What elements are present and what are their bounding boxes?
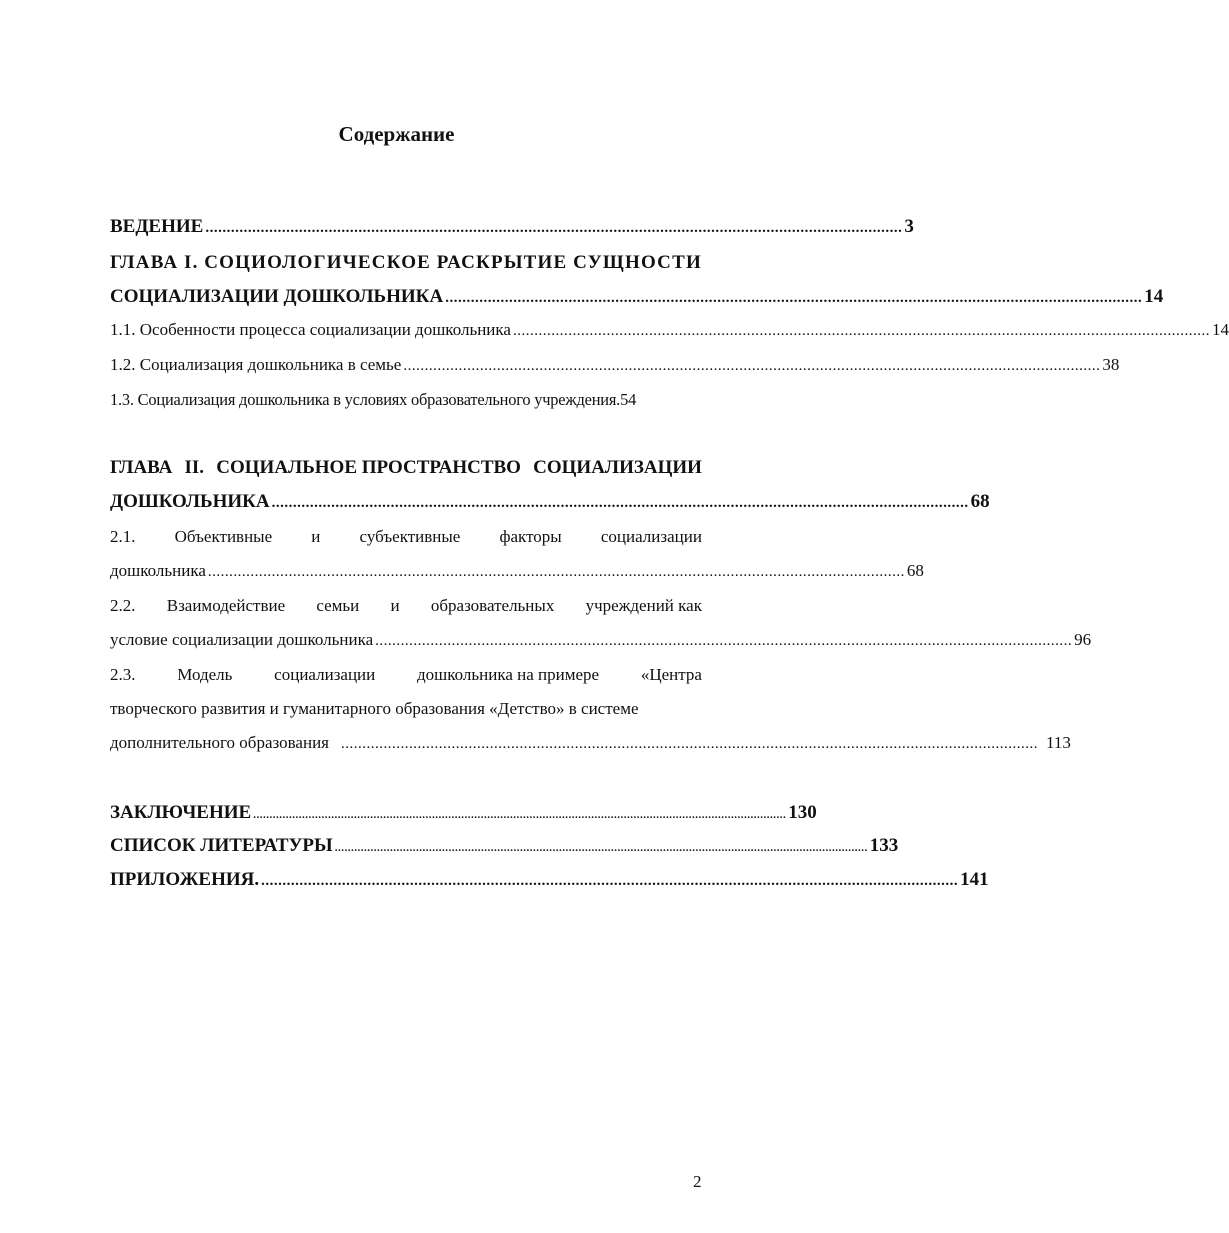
- toc-entry-2-2-line1: [110, 591, 702, 621]
- dot-leader: ....................................................................................................................................................................: [253, 809, 787, 821]
- dot-leader: ....................................................................................................................................................................: [445, 290, 1143, 306]
- word: I.: [184, 252, 199, 273]
- page-number: 2: [693, 1172, 702, 1191]
- toc-entry-2-1-line2: [110, 556, 924, 586]
- word: субъективные: [359, 527, 461, 546]
- dot-leader: ....................................................................................................................................................................: [205, 220, 903, 236]
- toc-label: 1.1. Особенности процесса социализации дошкольника: [110, 320, 511, 339]
- toc-label: ВЕДЕНИЕ: [110, 216, 204, 237]
- word: учреждений как: [585, 596, 702, 615]
- word: СУЩНОСТИ: [573, 252, 702, 273]
- toc-page: 133: [869, 835, 899, 856]
- toc-label: условие социализации дошкольника: [110, 630, 374, 649]
- toc-label: ЗАКЛЮЧЕНИЕ: [110, 802, 252, 823]
- word: Модель: [177, 665, 233, 684]
- dot-leader: ....................................................................................................................................................................: [207, 564, 905, 580]
- word: ГЛАВА: [110, 252, 179, 273]
- toc-entry-2-3-line2: [110, 694, 702, 724]
- toc-label: СОЦИАЛИЗАЦИИ ДОШКОЛЬНИКА: [110, 286, 444, 307]
- word: образовательных: [430, 596, 555, 615]
- toc-label: дополнительного образования: [110, 733, 329, 752]
- toc-page: 14: [1211, 320, 1229, 339]
- toc-entry-1-2: [110, 350, 1120, 380]
- word: и: [311, 527, 321, 546]
- word: социализации: [600, 527, 702, 546]
- word: «Центра: [640, 665, 702, 684]
- word: 2.2.: [110, 596, 136, 615]
- toc-label: творческого развития и гуманитарного образования «Детство» в системе: [110, 699, 639, 718]
- toc-entry-1-1: [110, 315, 1229, 345]
- word: факторы: [499, 527, 562, 546]
- word: семьи: [316, 596, 360, 615]
- word: 2.1.: [110, 527, 136, 546]
- dot-leader: ....................................................................................................................................................................: [375, 633, 1073, 649]
- word: и: [390, 596, 400, 615]
- toc-chapter-1-heading: [110, 248, 702, 278]
- toc-entry-1-3: [110, 385, 702, 415]
- word: СОЦИАЛИЗАЦИИ: [533, 457, 702, 478]
- dot-leader: ....................................................................................................................................................................: [334, 842, 868, 854]
- page-title: Содержание: [338, 122, 455, 146]
- toc-chapter-2-heading: [110, 453, 702, 483]
- toc-page: 14: [1144, 286, 1164, 307]
- dot-leader: ....................................................................................................................................................................: [340, 736, 1038, 752]
- word: II.: [184, 457, 205, 478]
- word: социализации: [274, 665, 376, 684]
- toc-page: 96: [1074, 630, 1092, 649]
- word: дошкольника на примере: [417, 665, 600, 684]
- toc-label: 1.3. Социализация дошкольника в условиях образовательного учреждения.: [110, 390, 621, 409]
- toc-label: дошкольника: [110, 561, 206, 580]
- toc-page: 113: [1045, 733, 1071, 752]
- word: ГЛАВА: [110, 457, 173, 478]
- toc-label: СПИСОК ЛИТЕРАТУРЫ: [110, 835, 333, 856]
- toc-page: 3: [904, 216, 914, 237]
- toc-label: ПРИЛОЖЕНИЯ.: [110, 869, 260, 890]
- toc-page: 68: [906, 561, 924, 580]
- toc-entry-conclusion: [110, 798, 817, 828]
- toc-label: 1.2. Социализация дошкольника в семье: [110, 355, 402, 374]
- word: СОЦИАЛЬНОЕ ПРОСТРАНСТВО: [216, 457, 521, 478]
- dot-leader: ....................................................................................................................................................................: [403, 358, 1101, 374]
- toc-page: 54: [620, 390, 637, 409]
- dot-leader: ....................................................................................................................................................................: [512, 323, 1210, 339]
- toc-entry-2-1-line1: [110, 522, 702, 552]
- toc-page: 68: [970, 491, 990, 512]
- toc-label: ДОШКОЛЬНИКА: [110, 491, 270, 512]
- dot-leader: ....................................................................................................................................................................: [261, 873, 959, 889]
- word: РАСКРЫТИЕ: [436, 252, 568, 273]
- toc-entry-2-3-line1: [110, 660, 702, 690]
- word: Взаимодействие: [166, 596, 286, 615]
- word: СОЦИОЛОГИЧЕСКОЕ: [204, 252, 432, 273]
- word: Объективные: [174, 527, 273, 546]
- toc-entry-chapter-1: [110, 282, 1164, 312]
- word: 2.3.: [110, 665, 136, 684]
- toc-page: 130: [788, 802, 817, 823]
- toc-entry-2-2-line2: [110, 625, 1092, 655]
- toc-page: 38: [1102, 355, 1120, 374]
- toc-entry-appendices: [110, 865, 989, 895]
- toc-entry-intro: [110, 212, 914, 242]
- toc-entry-2-3-line3: [110, 728, 1071, 758]
- toc-entry-references: [110, 831, 899, 861]
- dot-leader: ....................................................................................................................................................................: [271, 495, 969, 511]
- toc-page: 141: [960, 869, 989, 890]
- toc-entry-chapter-2: [110, 487, 990, 517]
